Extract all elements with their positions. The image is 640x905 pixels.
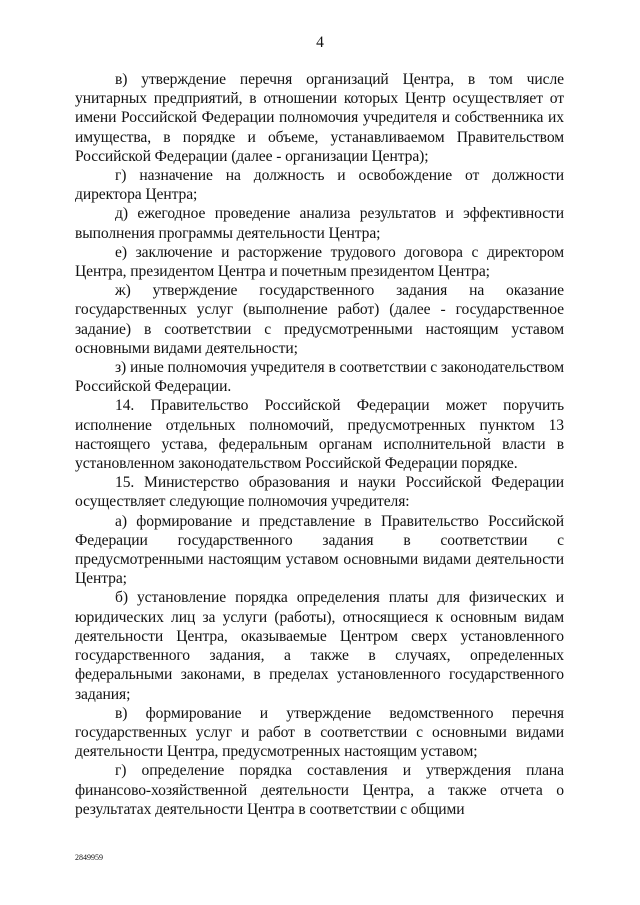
paragraph-13z: з) иные полномочия учредителя в соответствии с законодательством Российской Федерации. — [75, 359, 564, 396]
document-body — [75, 70, 564, 819]
paragraph-13zh: ж) утверждение государственного задания на оказание государственных услуг (выполнение работ) (далее - государственное задание) в соответствии с предусмотренными настоящим уставом основными видами деятельности; — [75, 282, 564, 357]
paragraph-15: 15. Министерство образования и науки Российской Федерации осуществляет следующие полномочия учредителя: — [75, 474, 564, 511]
paragraph-15g: г) определение порядка составления и утверждения плана финансово-хозяйственной деятельности Центра, а также отчета о результатах деятельности Центра в соответствии с общими — [75, 762, 564, 818]
paragraph-13e: е) заключение и расторжение трудового договора с директором Центра, президентом Центра и почетным президентом Центра; — [75, 243, 564, 281]
paragraph-13v: в) утверждение перечня организаций Центра, в том числе унитарных предприятий, в отношении которых Центр осуществляет от имени Российской Федерации полномочия учредителя и собственника их имущества, в порядке и объеме, устанавливаемом Правительством Российской Федерации (далее - организации Центра); — [75, 71, 564, 165]
paragraph-13g: г) назначение на должность и освобождение от должности директора Центра; — [75, 167, 564, 204]
page-number: 4 — [316, 34, 324, 51]
paragraph-15b: б) установление порядка определения платы для физических и юридических лиц за услуги (работы), относящиеся к основным видам деятельности Центра, оказываемые Центром сверх установленного государственного задания, а также в случаях, определенных федеральными законами, в пределах установленного государственного задания; — [75, 589, 564, 703]
paragraph-13d: д) ежегодное проведение анализа результатов и эффективности выполнения программы деятельности Центра; — [75, 205, 564, 242]
paragraph-15v: в) формирование и утверждение ведомственного перечня государственных услуг и работ в соответствии с основными видами деятельности Центра, предусмотренных настоящим уставом; — [75, 704, 564, 761]
document-code: 2849959 — [75, 853, 103, 862]
paragraph-15a: а) формирование и представление в Правительство Российской Федерации государственного задания в соответствии с предусмотренными настоящим уставом основными видами деятельности Центра; — [75, 512, 564, 588]
paragraph-14: 14. Правительство Российской Федерации может поручить исполнение отдельных полномочий, предусмотренных пунктом 13 настоящего устава, федеральным органам исполнительной власти в установленном законодательством Российской Федерации порядке. — [75, 397, 564, 473]
